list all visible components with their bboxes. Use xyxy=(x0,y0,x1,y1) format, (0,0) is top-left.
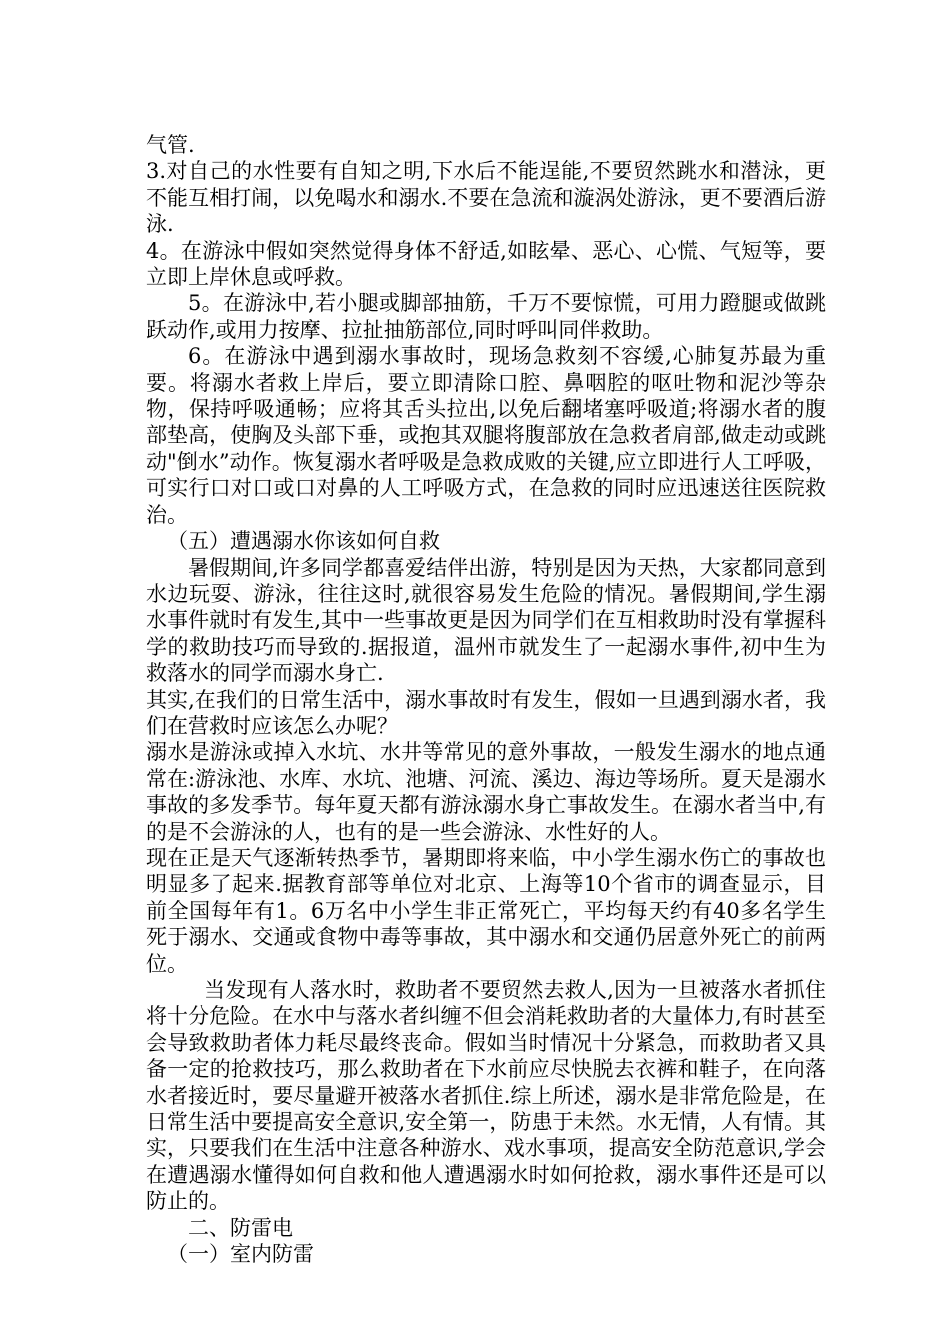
paragraph-summer: 暑假期间,许多同学都喜爱结伴出游，特别是因为天热，大家都同意到水边玩耍、游泳，往往这时,就很容易发生危险的情况。暑假期间,学生溺水事件就时有发生,其中一些事故更是因为同学们在互相救助时没有掌握科学的救助技巧而导致的.据报道，温州市就发生了一起溺水事件,初中生为救落水的同学而溺水身亡. xyxy=(146,555,826,686)
paragraph-item-5: 5。在游泳中,若小腿或脚部抽筋，千万不要惊慌，可用力蹬腿或做跳跃动作,或用力按摩、拉扯抽筋部位,同时呼叫同伴救助。 xyxy=(146,291,826,342)
section-heading-lightning: 二、防雷电 xyxy=(188,1215,293,1240)
paragraph-item-6: 6。在游泳中遇到溺水事故时，现场急救刻不容缓,心肺复苏最为重要。将溺水者救上岸后，要立即清除口腔、鼻咽腔的呕吐物和泥沙等杂物，保持呼吸通畅；应将其舌头拉出,以免后翻堵塞呼吸道;将溺水者的腹部垫高，使胸及头部下垂，或抱其双腿将腹部放在急救者肩部,做走动或跳动"倒水”动作。恢复溺水者呼吸是急救成败的关键,应立即进行人工呼吸，可实行口对口或口对鼻的人工呼吸方式，在急救的同时应迅速送往医院救治。 xyxy=(146,344,826,527)
document-body xyxy=(146,132,826,1267)
paragraph-rescue: 当发现有人落水时，救助者不要贸然去救人,因为一旦被落水者抓住将十分危险。在水中与落水者纠缠不但会消耗救助者的大量体力,有时甚至会导致救助者体力耗尽最终丧命。假如当时情况十分紧急，而救助者又具备一定的抢救技巧，那么救助者在下水前应尽快脱去衣裤和鞋子，在向落水者接近时，要尽量避开被落水者抓住.综上所述，溺水是非常危险是，在日常生活中要提高安全意识,安全第一，防患于未然。水无情，人有情。其实，只要我们在生活中注意各种游水、戏水事项，提高安全防范意识,学会在遭遇溺水懂得如何自救和他人遭遇溺水时如何抢救，溺水事件还是可以防止的。 xyxy=(146,978,826,1214)
paragraph-statistics: 现在正是天气逐渐转热季节，暑期即将来临，中小学生溺水伤亡的事故也明显多了起来.据教育部等单位对北京、上海等10个省市的调查显示，目前全国每年有1。6万名中小学生非正常死亡，平均每天约有40多名学生死于溺水、交通或食物中毒等事故，其中溺水和交通仍居意外死亡的前两位。 xyxy=(146,845,826,976)
paragraph-continuation: 气管. xyxy=(146,133,195,157)
paragraph-drowning-places: 溺水是游泳或掉入水坑、水井等常见的意外事故，一般发生溺水的地点通常在:游泳池、水库、水坑、池塘、河流、溪边、海边等场所。夏天是溺水事故的多发季节。每年夏天都有游泳溺水身亡事故发生。在溺水者当中,有的是不会游泳的人，也有的是一些会游泳、水性好的人。 xyxy=(146,740,826,844)
section-heading-5: （五）遭遇溺水你该如何自救 xyxy=(167,529,440,554)
section-heading-indoor: （一）室内防雷 xyxy=(167,1242,314,1267)
paragraph-item-3: 3.对自己的水性要有自知之明,下水后不能逞能,不要贸然跳水和潜泳，更不能互相打闹，以免喝水和溺水.不要在急流和漩涡处游泳，更不要酒后游泳. xyxy=(146,159,826,237)
paragraph-item-4: 4。在游泳中假如突然觉得身体不舒适,如眩晕、恶心、心慌、气短等，要立即上岸休息或呼救。 xyxy=(146,238,826,290)
paragraph-question: 其实,在我们的日常生活中，溺水事故时有发生，假如一旦遇到溺水者，我们在营救时应该怎么办呢？ xyxy=(146,687,826,738)
